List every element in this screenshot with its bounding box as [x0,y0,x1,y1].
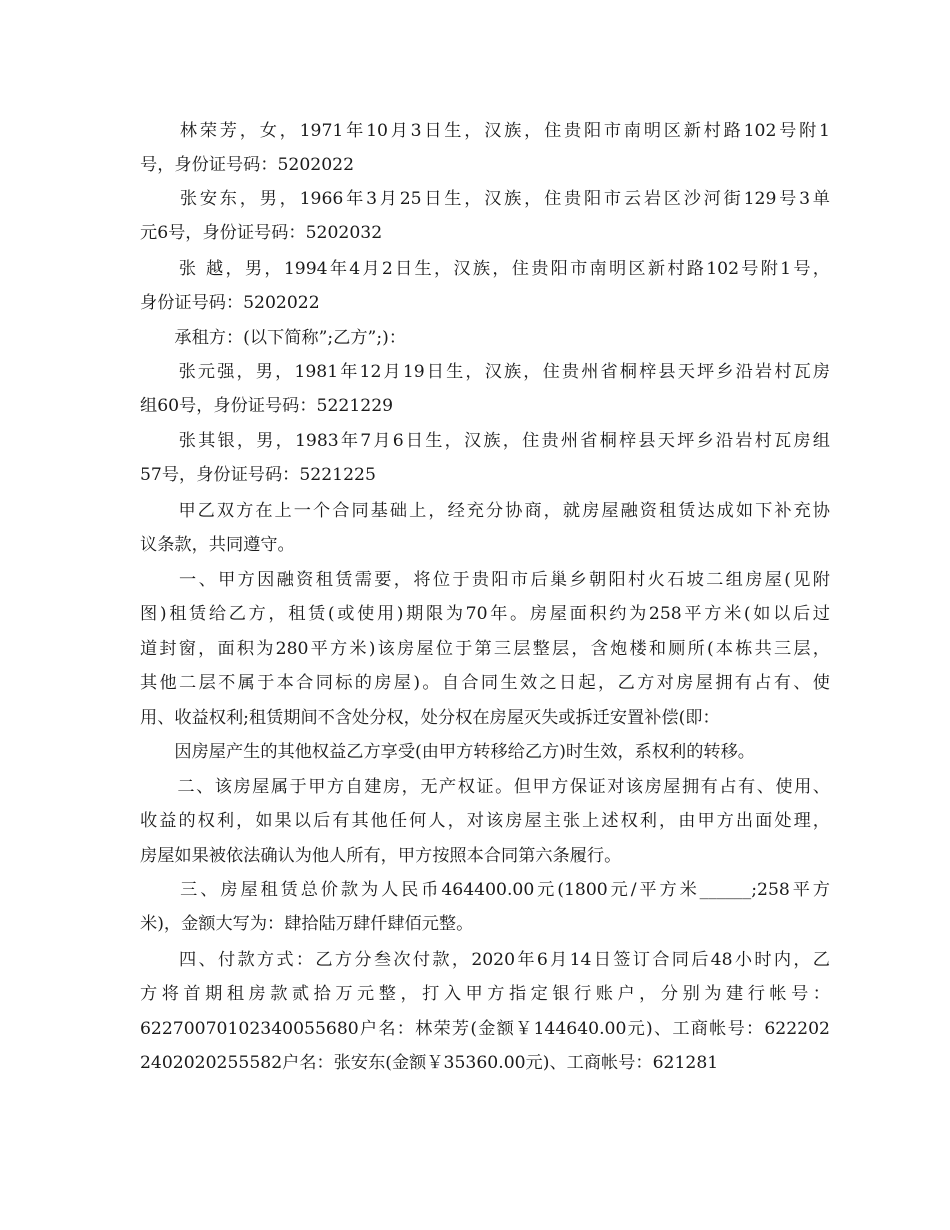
paragraph [140,321,830,355]
text-line: 林荣芳，女，1971年10月3日生，汉族，住贵阳市南明区新村路102号附1 [140,121,830,141]
text-line: 因房屋产生的其他权益乙方享受(由甲方转移给乙方)时生效，系权利的转移。 [140,742,755,762]
text-line: 组60号，身份证号码：5221229 [140,396,394,417]
text-line: 2402020255582户名：张安东(金额￥35360.00元)、工商帐号：621281 [140,1053,719,1074]
text-line: 图)租赁给乙方，租赁(或使用)期限为70年。房屋面积约为258平方米(如以后过 [140,604,830,625]
paragraph [140,873,830,942]
paragraph [140,355,830,424]
text-line: 一、甲方因融资租赁需要，将位于贵阳市后巢乡朝阳村火石坡二组房屋(见附 [140,570,830,590]
paragraph [140,770,830,873]
text-line: 二、该房屋属于甲方自建房，无产权证。但甲方保证对该房屋拥有占有、使用、 [140,777,830,797]
text-line: 米)，金额大写为：肆拾陆万肆仟肆佰元整。 [140,914,474,935]
text-line: 张元强，男，1981年12月19日生，汉族，住贵州省桐梓县天坪乡沿岩村瓦房 [140,362,830,382]
text-line: 道封窗，面积为280平方米)该房屋位于第三层整层，含炮楼和厕所(本栋共三层， [140,638,830,659]
text-line: 三、房屋租赁总价款为人民币464400.00元(1800元/平方米______;258平方 [140,880,830,900]
paragraph [140,252,830,321]
paragraph [140,494,830,563]
text-line: 62270070102340055680户名：林荣芳(金额￥144640.00元)、工商帐号：622202 [140,1018,830,1039]
paragraph [140,182,830,251]
text-line: 元6号，身份证号码：5202032 [140,223,383,244]
text-line: 甲乙双方在上一个合同基础上，经充分协商，就房屋融资租赁达成如下补充协 [140,501,830,521]
text-line: 张安东，男，1966年3月25日生，汉族，住贵阳市云岩区沙河街129号3单 [140,189,830,209]
text-line: 承租方：(以下简称”;乙方”;)： [140,328,407,348]
text-line: 用、收益权利;租赁期间不含处分权，处分权在房屋灭失或拆迁安置补偿(即： [140,707,720,728]
text-line: 收益的权利，如果以后有其他任何人，对该房屋主张上述权利，由甲方出面处理， [140,811,830,832]
text-line: 57号，身份证号码：5221225 [140,465,376,486]
text-line: 其他二层不属于本合同标的房屋)。自合同生效之日起，乙方对房屋拥有占有、使 [140,673,830,694]
paragraph [140,563,830,735]
text-line: 房屋如果被依法确认为他人所有，甲方按照本合同第六条履行。 [140,845,622,866]
paragraph [140,424,830,493]
text-line: 议条款，共同遵守。 [140,535,295,556]
text-line: 四、付款方式：乙方分叁次付款，2020年6月14日签订合同后48小时内，乙 [140,950,830,970]
text-line: 方将首期租房款贰拾万元整，打入甲方指定银行账户，分别为建行帐号： [140,984,830,1005]
paragraph [140,114,830,183]
text-line: 身份证号码：5202022 [140,293,320,314]
paragraph [140,943,830,1081]
text-line: 张 越，男，1994年4月2日生，汉族，住贵阳市南明区新村路102号附1号， [140,259,830,279]
paragraph [140,735,830,769]
text-line: 张其银，男，1983年7月6日生，汉族，住贵州省桐梓县天坪乡沿岩村瓦房组 [140,431,830,451]
text-line: 号，身份证号码：5202022 [140,155,355,176]
